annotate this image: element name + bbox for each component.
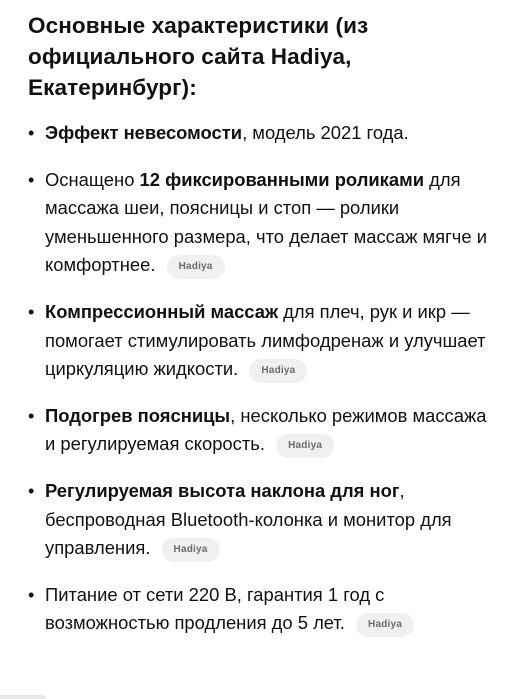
source-badge[interactable]: Hadiya [249, 359, 307, 383]
bullet: • [28, 301, 35, 322]
item-text: Питание от сети 220 В, гарантия 1 год с возможностью продления до 5 лет. [45, 583, 385, 634]
source-badge[interactable]: Hadiya [167, 255, 225, 279]
item-bold-text: Компрессионный массаж [45, 300, 279, 322]
source-badge[interactable]: Hadiya [276, 434, 334, 458]
list-item [28, 477, 500, 563]
list-item [28, 402, 500, 459]
item-text: , модель 2021 года. [242, 122, 409, 143]
source-badge[interactable]: Hadiya [356, 613, 414, 637]
list-item [28, 581, 500, 638]
bullet: • [28, 584, 35, 605]
bullet: • [28, 123, 35, 143]
bullet: • [28, 169, 35, 190]
features-list [28, 119, 500, 638]
list-item [28, 166, 500, 280]
section-heading: Основные характеристики (из официального сайта Hadiya, Екатеринбург): [28, 13, 369, 100]
item-text: , несколько режимов массажа и регулируемая скорость. [45, 404, 487, 455]
item-bold-text: Подогрев поясницы [45, 404, 231, 426]
list-item [28, 298, 500, 384]
item-text: для массажа шеи, поясницы и стоп — ролики уменьшенного размера, что делает массаж мягче и комфортнее. [45, 168, 487, 276]
bullet: • [28, 480, 35, 501]
item-pre-text: Оснащено [45, 168, 140, 190]
bottom-edge-indicator [0, 695, 46, 699]
item-text: , беспроводная Bluetooth-колонка и монитор для управления. [45, 479, 452, 559]
source-badge[interactable]: Hadiya [162, 538, 220, 562]
item-text: для плеч, рук и икр — помогает стимулировать лимфодренаж и улучшает циркуляцию жидкости. [45, 300, 486, 380]
answer-content [28, 10, 500, 656]
bullet: • [28, 405, 35, 426]
item-bold-text: Регулируемая высота наклона для ног [45, 479, 400, 501]
list-item [28, 119, 500, 148]
item-bold-text: Эффект невесомости [45, 122, 243, 143]
item-bold-text: 12 фиксированными роликами [139, 168, 425, 190]
